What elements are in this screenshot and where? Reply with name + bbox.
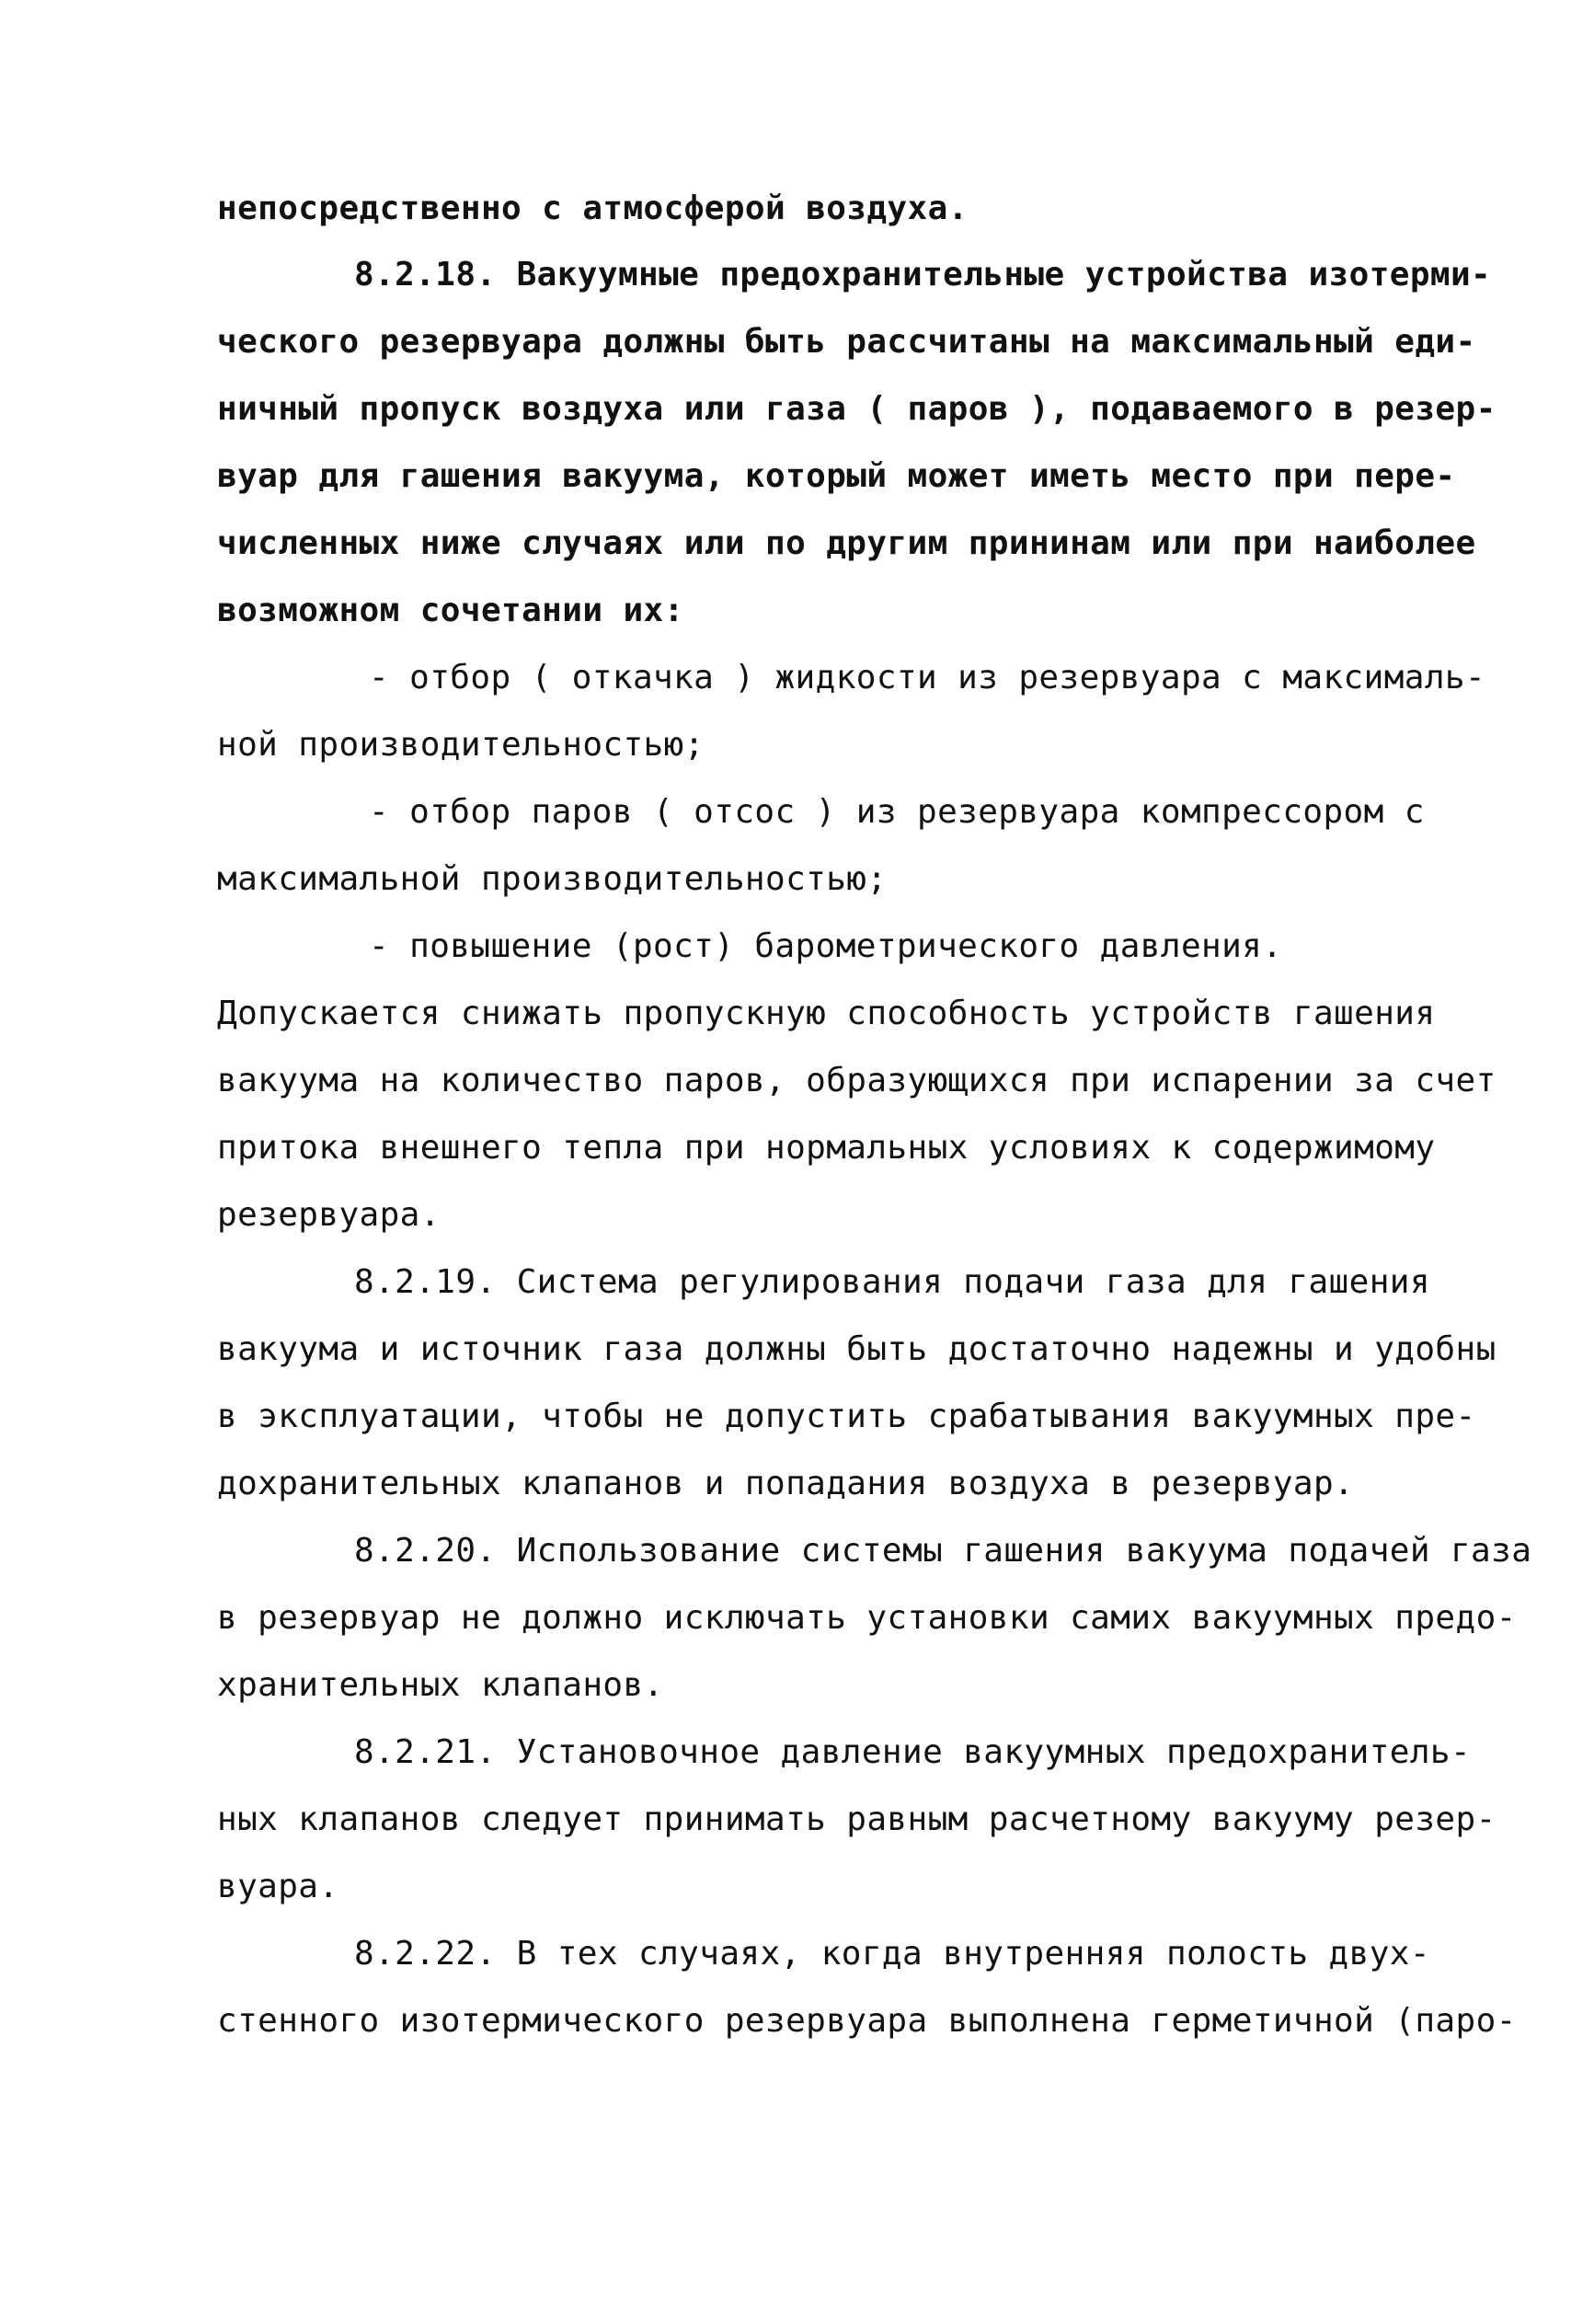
text-line: вуара. [217,1868,339,1905]
text-line: 8.2.19. Система регулирования подачи газа для гашения [354,1263,1430,1301]
text-line: вуар для гашения вакуума, который может иметь место при пере- [217,457,1456,495]
text-line: 8.2.21. Установочное давление вакуумных предохранитель- [354,1733,1472,1771]
text-line: вакуума и источник газа должны быть достаточно надежны и удобны [217,1330,1496,1368]
text-line: дохранительных клапанов и попадания воздуха в резервуар. [217,1465,1355,1502]
text-line: - отбор паров ( отсос ) из резервуара компрессором с [369,793,1425,831]
text-line: 8.2.18. Вакуумные предохранительные устройства изотерми- [354,256,1492,293]
text-line: Допускается снижать пропускную способность устройств гашения [217,995,1436,1032]
text-line: 8.2.20. Использование системы гашения вакуума подачей газа [354,1532,1532,1570]
text-line: ных клапанов следует принимать равным расчетному вакууму резер- [217,1801,1496,1838]
text-line: стенного изотермического резервуара выполнена герметичной (паро- [217,2002,1517,2040]
text-line: - повышение (рост) барометрического давления. [369,927,1283,965]
text-line: притока внешнего тепла при нормальных условиях к содержимому [217,1129,1436,1167]
text-line: ничный пропуск воздуха или газа ( паров ), подаваемого в резер- [217,390,1496,428]
text-line: максимальной производительностью; [217,860,888,898]
text-line: в эксплуатации, чтобы не допустить срабатывания вакуумных пре- [217,1398,1476,1435]
text-line: вакуума на количество паров, образующихся при испарении за счет [217,1062,1496,1099]
text-line: ной производительностью; [217,726,705,764]
text-line: - отбор ( откачка ) жидкости из резервуара с максималь- [369,659,1486,696]
text-line: хранительных клапанов. [217,1666,664,1704]
text-line: резервуара. [217,1196,441,1234]
text-line: в резервуар не должно исключать установки самих вакуумных предо- [217,1599,1517,1637]
text-line: непосредственно с атмосферой воздуха. [217,190,969,227]
text-line: возможном сочетании их: [217,592,684,629]
text-line: численных ниже случаях или по другим прининам или при наиболее [217,524,1476,562]
text-line: ческого резервуара должны быть рассчитаны на максимальный еди- [217,323,1476,361]
text-line: 8.2.22. В тех случаях, когда внутренняя полость двух- [354,1935,1430,1973]
